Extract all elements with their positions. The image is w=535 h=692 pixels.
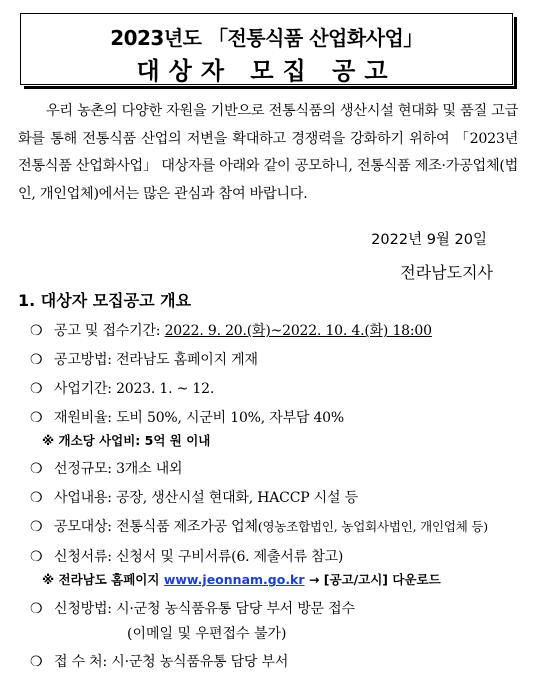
item-period — [30, 320, 432, 340]
bullet-icon: ❍ — [30, 381, 43, 397]
item-reception — [30, 651, 288, 671]
item-value: 시·군청 농식품유통 담당 부서 — [111, 654, 289, 670]
homepage-link[interactable]: www.jeonnam.go.kr — [163, 572, 305, 587]
item-label: 접 수 처: — [54, 654, 107, 670]
section-title: 1. 대상자 모집공고 개요 — [18, 291, 192, 310]
item-label: 공고 및 접수기간: — [54, 323, 161, 339]
item-documents — [30, 546, 343, 566]
issuing-organization: 전라남도지사 — [400, 263, 493, 282]
item-scale — [30, 458, 182, 478]
item-label: 재원비율: — [54, 410, 112, 426]
item-target — [30, 516, 488, 536]
item-label: 신청서류: — [54, 549, 112, 565]
item-funding — [30, 407, 344, 427]
bullet-icon: ❍ — [30, 549, 43, 565]
item-value: 공장, 생산시설 현대화, HACCP 시설 등 — [116, 490, 358, 506]
announcement-date: 2022년 9월 20일 — [371, 232, 487, 248]
item-duration — [30, 378, 214, 398]
item-label: 사업내용: — [54, 490, 112, 506]
item-value: 3개소 내외 — [116, 461, 183, 477]
item-label: 선정규모: — [54, 461, 112, 477]
bullet-icon: ❍ — [30, 461, 43, 477]
bullet-icon: ❍ — [30, 352, 43, 368]
item-value: 전통식품 제조가공 업체 — [116, 519, 258, 535]
item-value: 도비 50%, 시군비 10%, 자부담 40% — [116, 410, 344, 426]
note-prefix: ※ 전라남도 홈페이지 — [42, 572, 160, 587]
title-line2: 대상자 모집 공고 — [136, 57, 397, 85]
bullet-icon: ❍ — [30, 519, 43, 535]
bullet-icon: ❍ — [30, 654, 43, 670]
item-value: 신청서 및 구비서류(6. 제출서류 참고) — [116, 549, 344, 565]
bullet-icon: ❍ — [30, 601, 43, 617]
item-value: 2023. 1. ~ 12. — [116, 381, 215, 397]
item-label: 공고방법: — [54, 352, 112, 368]
budget-note: ※ 개소당 사업비: 5억 원 이내 — [42, 433, 211, 448]
bullet-icon: ❍ — [30, 323, 43, 339]
title-box — [20, 13, 513, 85]
title-line1: 2023년도 「전통식품 산업화사업」 — [110, 26, 423, 50]
item-method — [30, 349, 258, 369]
item-apply-method — [30, 598, 355, 618]
item-label: 신청방법: — [54, 601, 112, 617]
item-content — [30, 487, 358, 507]
intro-text: 우리 농촌의 다양한 자원을 기반으로 전통식품의 생산시설 현대화 및 품질 고급화를 통해 전통식품 산업의 저변을 확대하고 경쟁력을 강화하기 위하여 「2023년 전통식품 산업화사업」 대상자를 아래와 같이 공모하니, 전통식품 제조·가공업체(법인, 개인업체)에서는 많은 관심과 참여 바랍니다. — [18, 103, 518, 202]
note-suffix: → [공고/고시] 다운로드 — [308, 572, 441, 587]
item-extra: (영농조합법인, 농업회사법인, 개인업체 등) — [257, 519, 488, 534]
item-value: 전라남도 홈페이지 게재 — [116, 352, 258, 368]
bullet-icon: ❍ — [30, 410, 43, 426]
item-label: 공모대상: — [54, 519, 112, 535]
intro-paragraph — [18, 98, 518, 208]
item-label: 사업기간: — [54, 381, 112, 397]
item-value: 시·군청 농식품유통 담당 부서 방문 접수 — [116, 601, 355, 617]
download-note — [42, 570, 441, 588]
item-value: 2022. 9. 20.(화)~2022. 10. 4.(화) 18:00 — [164, 323, 432, 339]
apply-method-note: (이메일 및 우편접수 불가) — [127, 626, 287, 642]
bullet-icon: ❍ — [30, 490, 43, 506]
